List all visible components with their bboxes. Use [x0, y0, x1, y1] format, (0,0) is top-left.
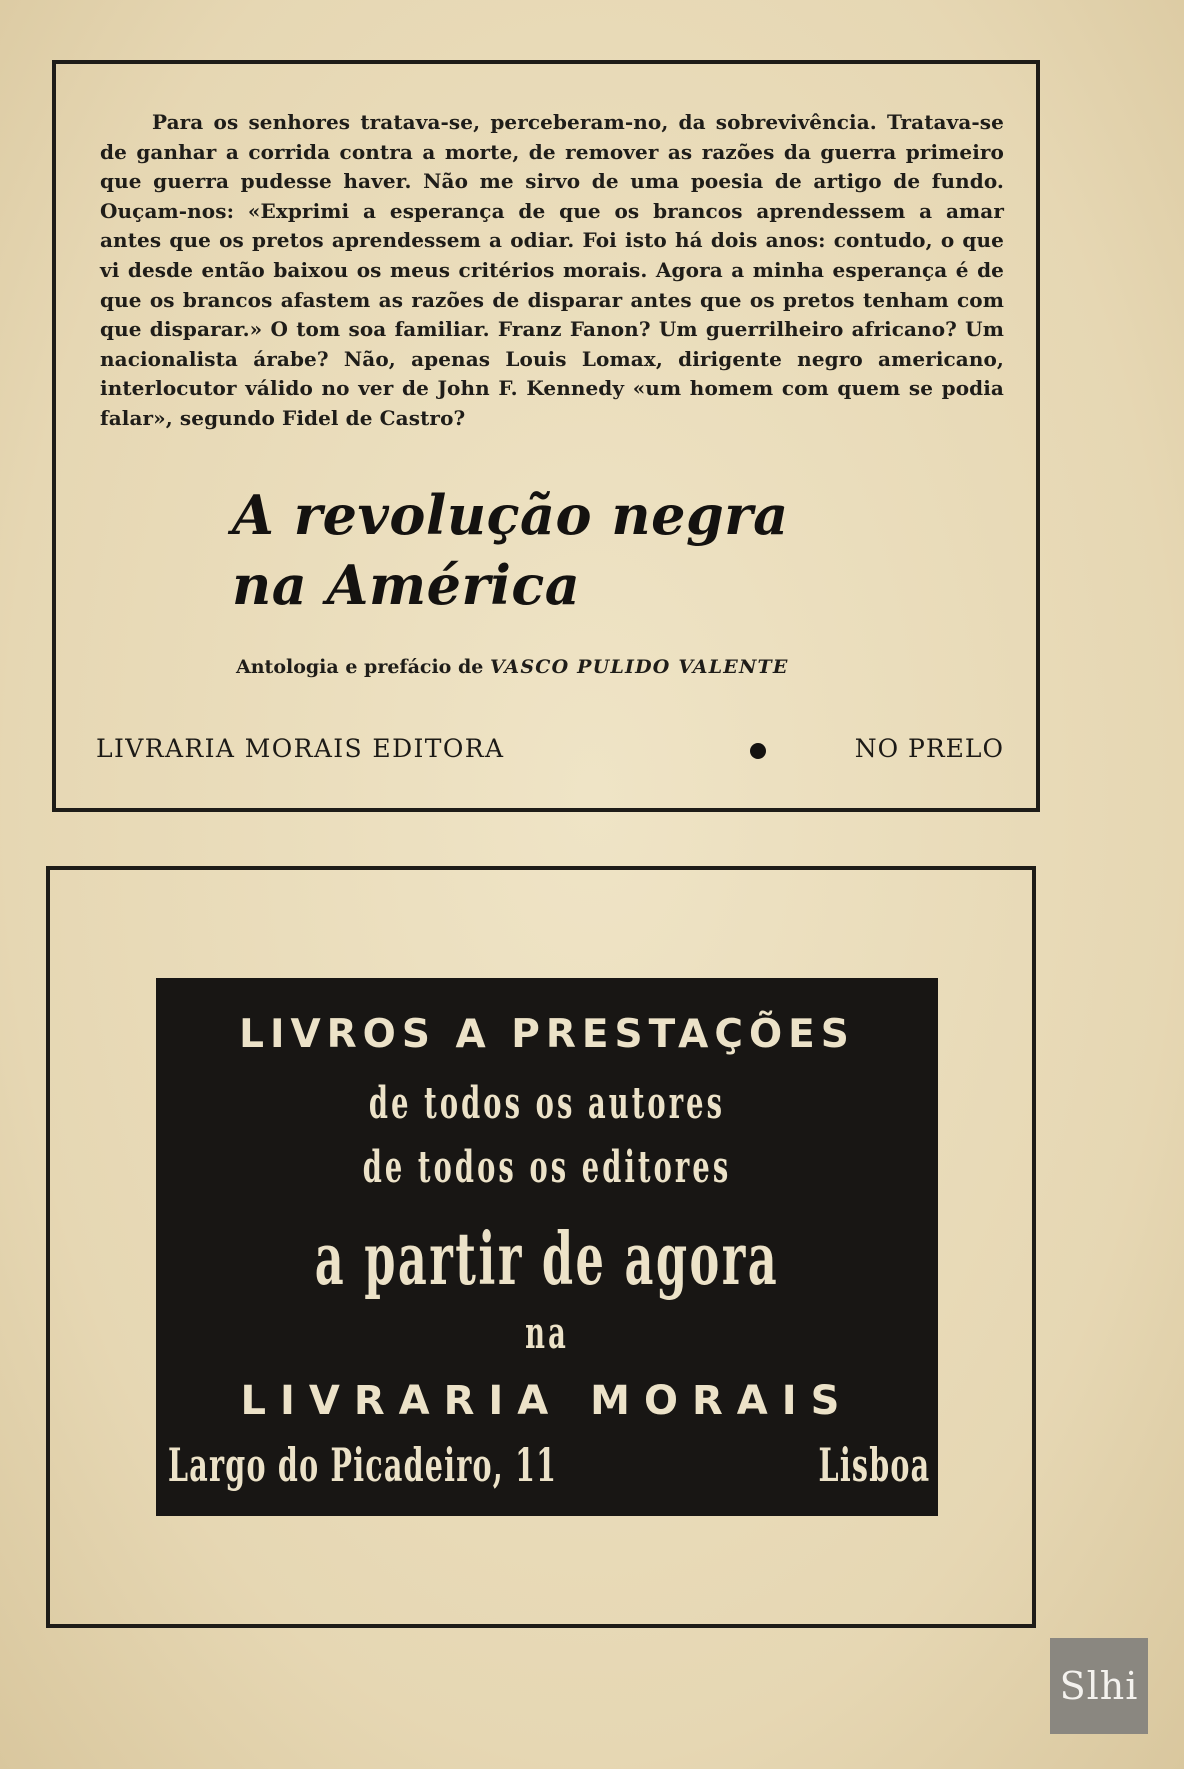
advertisement-footer [96, 734, 1004, 770]
publisher-name: LIVRARIA MORAIS EDITORA [96, 734, 505, 763]
at-line: na [525, 1308, 569, 1359]
store-name: LIVRARIA MORAIS [240, 1378, 854, 1424]
bullet-dot-icon [750, 743, 766, 759]
book-title-line-1: A revolução negra [232, 483, 789, 547]
book-advertisement [52, 60, 1040, 812]
quote-paragraph: Para os senhores tratava-se, perceberam-no, da sobrevivência. Tratava-se de ganhar a corrida contra a morte, de remover as razões da guerra primeiro que guerra pudesse haver. Não me sirvo de uma poesia de artigo de fundo. Ouçam-nos: «Exprimi a esperança de que os brancos aprendessem a amar antes que os pretos aprendessem a odiar. Foi isto há dois anos: contudo, o que vi desde então baixou os meus critérios morais. Agora a minha esperança é de que os brancos afastem as razões de disparar antes que os pretos tenham com que disparar.» O tom soa familiar. Franz Fanon? Um guerrilheiro africano? Um nacionalista árabe? Não, apenas Louis Lomax, dirigente negro americano, interlocutor válido no ver de John F. Kennedy «um homem com quem se podia falar», segundo Fidel de Castro? [100, 110, 1004, 430]
bookstore-advertisement [46, 866, 1036, 1628]
publication-status: NO PRELO [854, 734, 1004, 763]
book-title-line-2: na América [232, 553, 581, 617]
book-credit [236, 656, 996, 678]
credit-author: VASCO PULIDO VALENTE [489, 656, 789, 678]
subline-authors: de todos os autores [368, 1078, 726, 1129]
street-address: Largo do Picadeiro, 11 [168, 1438, 558, 1492]
subline-publishers: de todos os editores [362, 1142, 732, 1193]
headline: LIVROS A PRESTAÇÕES [239, 1012, 855, 1057]
credit-prefix: Antologia e prefácio de [236, 656, 484, 678]
slhi-logo-icon: Slhi [1050, 1638, 1148, 1734]
starting-now-line: a partir de agora [314, 1216, 780, 1301]
address-row [168, 1438, 930, 1498]
black-panel [156, 978, 938, 1516]
city-name: Lisboa [818, 1438, 930, 1492]
book-title [232, 480, 992, 620]
